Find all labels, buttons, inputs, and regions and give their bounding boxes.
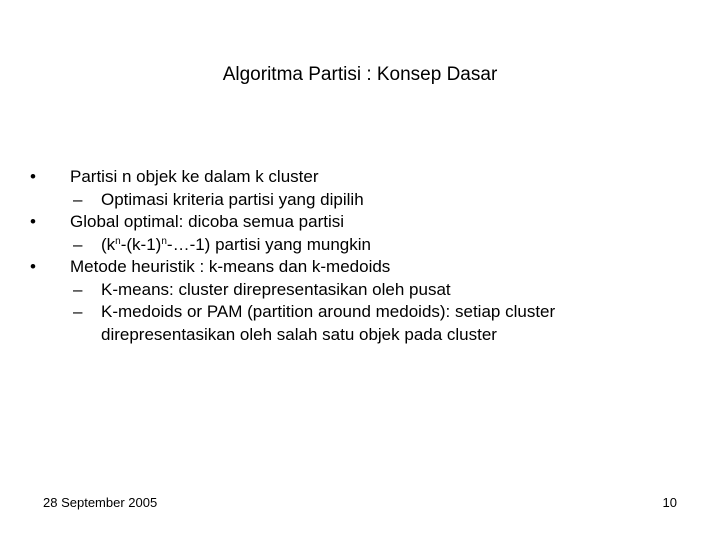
bullet-item bbox=[30, 211, 690, 234]
sub-item bbox=[30, 234, 690, 257]
sub-item bbox=[30, 189, 690, 212]
sub-item bbox=[30, 279, 690, 302]
formula-exponent: n bbox=[161, 235, 167, 247]
formula-text bbox=[101, 234, 371, 257]
dash-icon: – bbox=[73, 234, 83, 254]
slide-title: Algoritma Partisi : Konsep Dasar bbox=[222, 64, 498, 85]
slide-body bbox=[30, 166, 690, 346]
sub-item-continuation bbox=[30, 324, 690, 347]
page-number: 10 bbox=[662, 495, 677, 510]
bullet-text: Metode heuristik : k-means dan k-medoids bbox=[70, 257, 391, 276]
formula-exponent: n bbox=[115, 235, 121, 247]
dash-icon: – bbox=[73, 279, 83, 299]
dash-icon: – bbox=[73, 302, 83, 321]
formula-rest: -…-1) partisi yang mungkin bbox=[166, 234, 371, 254]
dash-icon: – bbox=[73, 189, 83, 209]
sub-item-text: K-medoids or PAM (partition around medoids): setiap cluster bbox=[101, 302, 556, 321]
sub-item-text: direpresentasikan oleh salah satu objek pada cluster bbox=[101, 324, 497, 344]
formula-middle: -(k-1) bbox=[120, 234, 162, 254]
sub-item bbox=[30, 301, 690, 324]
bullet-icon: • bbox=[30, 167, 36, 186]
bullet-text: Partisi n objek ke dalam k cluster bbox=[70, 167, 319, 186]
bullet-icon: • bbox=[30, 212, 36, 231]
bullet-item bbox=[30, 256, 690, 279]
footer-date: 28 September 2005 bbox=[43, 495, 158, 510]
bullet-item bbox=[30, 166, 690, 189]
sub-item-text: Optimasi kriteria partisi yang dipilih bbox=[101, 189, 364, 209]
sub-item-text: K-means: cluster direpresentasikan oleh pusat bbox=[101, 279, 451, 299]
bullet-icon: • bbox=[30, 257, 36, 276]
formula-open: (k bbox=[101, 234, 116, 254]
bullet-text: Global optimal: dicoba semua partisi bbox=[70, 212, 345, 231]
